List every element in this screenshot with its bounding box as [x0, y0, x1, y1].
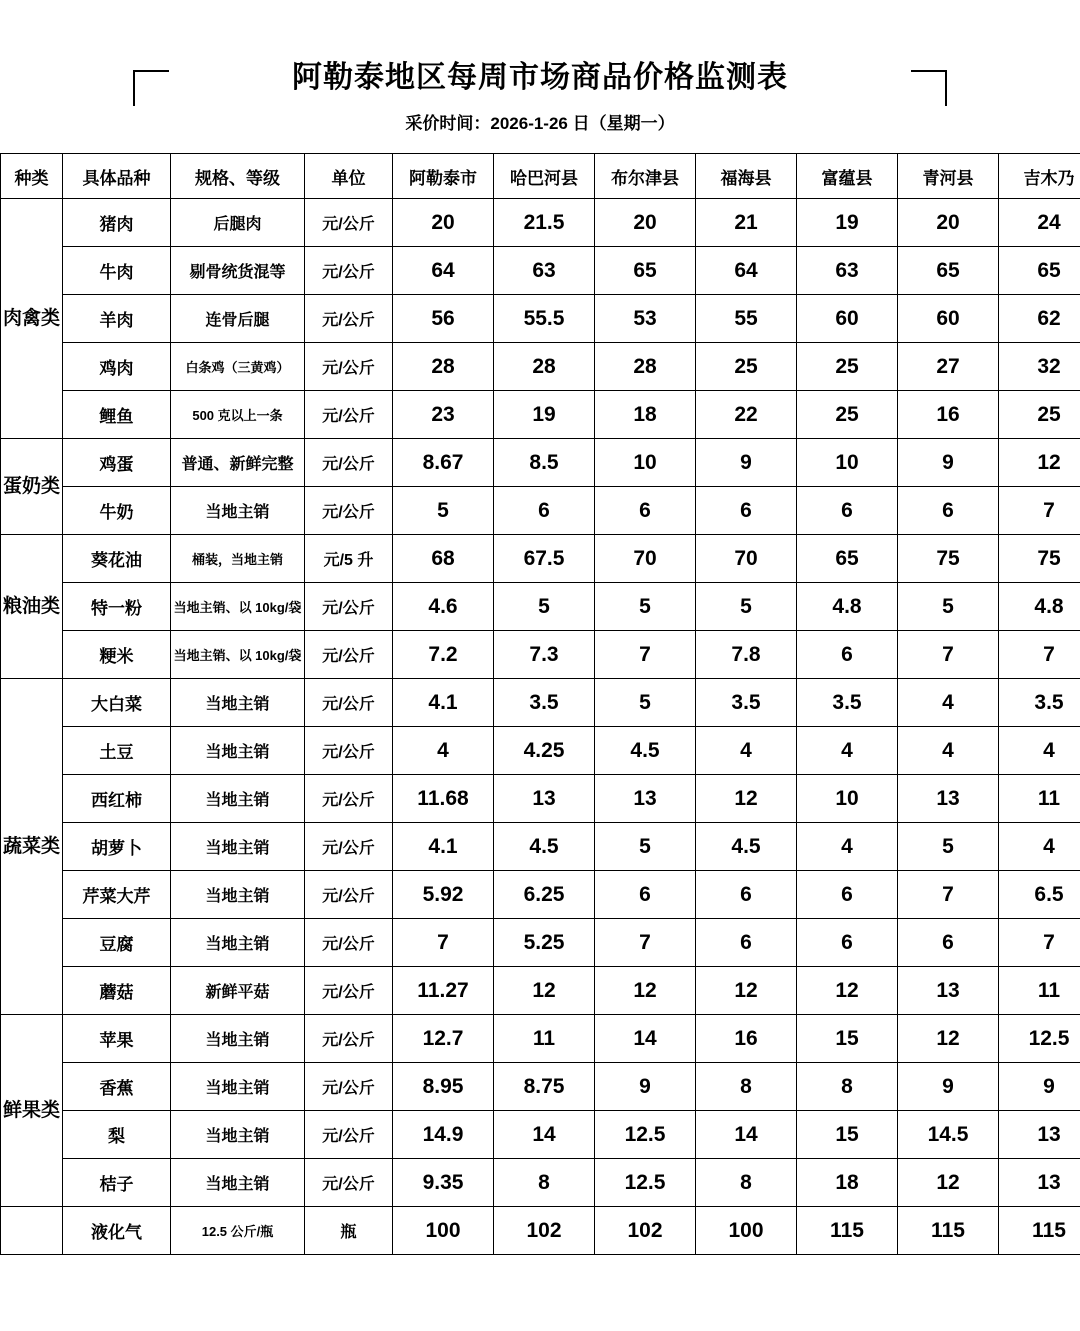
price-cell: 7	[999, 919, 1080, 967]
table-row	[1, 1207, 1080, 1255]
price-cell: 25	[696, 343, 797, 391]
price-cell: 9	[898, 439, 999, 487]
item-name-cell: 芹菜大芹	[63, 871, 171, 919]
unit-cell: 元/公斤	[305, 487, 393, 535]
item-name-cell: 鸡蛋	[63, 439, 171, 487]
price-cell: 60	[898, 295, 999, 343]
price-cell: 53	[595, 295, 696, 343]
spec-cell: 当地主销	[171, 919, 305, 967]
price-cell: 7.8	[696, 631, 797, 679]
table-header	[1, 154, 1080, 199]
item-name-cell: 梨	[63, 1111, 171, 1159]
price-cell: 115	[898, 1207, 999, 1255]
price-cell: 65	[595, 247, 696, 295]
price-cell: 7	[898, 631, 999, 679]
price-cell: 7.3	[494, 631, 595, 679]
price-cell: 4.25	[494, 727, 595, 775]
price-cell: 8	[696, 1063, 797, 1111]
price-cell: 13	[494, 775, 595, 823]
price-cell: 12.5	[595, 1111, 696, 1159]
price-cell: 18	[595, 391, 696, 439]
price-cell: 65	[898, 247, 999, 295]
price-cell: 12	[696, 775, 797, 823]
price-cell: 102	[595, 1207, 696, 1255]
price-cell: 56	[393, 295, 494, 343]
item-name-cell: 豆腐	[63, 919, 171, 967]
price-cell: 6.25	[494, 871, 595, 919]
unit-cell: 元/5 升	[305, 535, 393, 583]
spec-cell: 连骨后腿	[171, 295, 305, 343]
table-row	[1, 1063, 1080, 1111]
table-row	[1, 199, 1080, 247]
price-cell: 4.5	[494, 823, 595, 871]
spec-cell: 后腿肉	[171, 199, 305, 247]
price-cell: 7	[999, 487, 1080, 535]
price-cell: 14	[696, 1111, 797, 1159]
price-cell: 6	[494, 487, 595, 535]
price-cell: 64	[393, 247, 494, 295]
price-cell: 4.8	[999, 583, 1080, 631]
table-row	[1, 679, 1080, 727]
price-cell: 4	[898, 679, 999, 727]
price-cell: 9.35	[393, 1159, 494, 1207]
unit-cell: 元/公斤	[305, 343, 393, 391]
price-cell: 11.27	[393, 967, 494, 1015]
price-cell: 9	[595, 1063, 696, 1111]
item-name-cell: 羊肉	[63, 295, 171, 343]
price-cell: 4.8	[797, 583, 898, 631]
table-row	[1, 1015, 1080, 1063]
price-cell: 55.5	[494, 295, 595, 343]
unit-cell: 元/公斤	[305, 1015, 393, 1063]
price-cell: 25	[797, 391, 898, 439]
price-cell: 11	[494, 1015, 595, 1063]
item-name-cell: 胡萝卜	[63, 823, 171, 871]
price-cell: 10	[797, 439, 898, 487]
table-row	[1, 919, 1080, 967]
price-cell: 4	[999, 727, 1080, 775]
unit-cell: 元/公斤	[305, 631, 393, 679]
price-cell: 6	[696, 487, 797, 535]
unit-cell: 元/公斤	[305, 199, 393, 247]
spec-cell: 当地主销	[171, 823, 305, 871]
table-row	[1, 967, 1080, 1015]
item-name-cell: 猪肉	[63, 199, 171, 247]
column-header-4: 阿勒泰市	[393, 154, 494, 199]
page-subtitle: 采价时间：2026-1-26 日（星期一）	[0, 109, 1080, 134]
price-cell: 3.5	[494, 679, 595, 727]
spec-cell: 当地主销	[171, 727, 305, 775]
item-name-cell: 西红柿	[63, 775, 171, 823]
spec-cell: 当地主销	[171, 871, 305, 919]
price-cell: 14	[595, 1015, 696, 1063]
price-cell: 20	[595, 199, 696, 247]
price-cell: 6	[898, 487, 999, 535]
price-cell: 5	[595, 583, 696, 631]
unit-cell: 元/公斤	[305, 679, 393, 727]
price-cell: 62	[999, 295, 1080, 343]
unit-cell: 元/公斤	[305, 439, 393, 487]
price-cell: 63	[494, 247, 595, 295]
price-cell: 5	[393, 487, 494, 535]
price-cell: 64	[696, 247, 797, 295]
table-row	[1, 295, 1080, 343]
price-cell: 5.92	[393, 871, 494, 919]
item-name-cell: 蘑菇	[63, 967, 171, 1015]
table-row	[1, 727, 1080, 775]
price-cell: 21.5	[494, 199, 595, 247]
price-cell: 75	[999, 535, 1080, 583]
unit-cell: 元/公斤	[305, 823, 393, 871]
item-name-cell: 牛肉	[63, 247, 171, 295]
price-cell: 75	[898, 535, 999, 583]
price-cell: 6	[595, 487, 696, 535]
price-cell: 115	[999, 1207, 1080, 1255]
spec-cell: 新鲜平菇	[171, 967, 305, 1015]
spec-cell: 当地主销	[171, 775, 305, 823]
category-cell: 蛋奶类	[1, 439, 63, 535]
price-cell: 13	[999, 1111, 1080, 1159]
price-cell: 10	[595, 439, 696, 487]
price-cell: 12.5	[999, 1015, 1080, 1063]
price-cell: 9	[999, 1063, 1080, 1111]
price-cell: 3.5	[999, 679, 1080, 727]
table-row	[1, 871, 1080, 919]
unit-cell: 元/公斤	[305, 583, 393, 631]
column-header-3: 单位	[305, 154, 393, 199]
spec-cell: 当地主销	[171, 1159, 305, 1207]
price-cell: 8.5	[494, 439, 595, 487]
spec-cell: 普通、新鲜完整	[171, 439, 305, 487]
page-title: 阿勒泰地区每周市场商品价格监测表	[0, 52, 1080, 96]
spec-cell: 当地主销、以 10kg/袋	[171, 583, 305, 631]
price-cell: 12	[595, 967, 696, 1015]
price-cell: 4.1	[393, 679, 494, 727]
item-name-cell: 大白菜	[63, 679, 171, 727]
price-cell: 15	[797, 1111, 898, 1159]
item-name-cell: 土豆	[63, 727, 171, 775]
item-name-cell: 牛奶	[63, 487, 171, 535]
price-cell: 11	[999, 967, 1080, 1015]
item-name-cell: 桔子	[63, 1159, 171, 1207]
table-header-row	[1, 154, 1080, 199]
price-cell: 4	[898, 727, 999, 775]
document-page	[0, 52, 1080, 1331]
price-cell: 7	[393, 919, 494, 967]
category-cell: 蔬菜类	[1, 679, 63, 1015]
price-cell: 21	[696, 199, 797, 247]
price-cell: 60	[797, 295, 898, 343]
table-row	[1, 1111, 1080, 1159]
price-cell: 70	[696, 535, 797, 583]
price-cell: 20	[898, 199, 999, 247]
spec-cell: 12.5 公斤/瓶	[171, 1207, 305, 1255]
price-cell: 5	[696, 583, 797, 631]
spec-cell: 白条鸡（三黄鸡）	[171, 343, 305, 391]
price-cell: 5	[494, 583, 595, 631]
price-cell: 68	[393, 535, 494, 583]
price-cell: 115	[797, 1207, 898, 1255]
column-header-7: 福海县	[696, 154, 797, 199]
price-cell: 20	[393, 199, 494, 247]
price-cell: 9	[898, 1063, 999, 1111]
price-cell: 25	[797, 343, 898, 391]
table-row	[1, 775, 1080, 823]
price-cell: 28	[494, 343, 595, 391]
price-cell: 28	[595, 343, 696, 391]
unit-cell: 元/公斤	[305, 727, 393, 775]
price-cell: 4	[696, 727, 797, 775]
spec-cell: 当地主销、以 10kg/袋	[171, 631, 305, 679]
price-cell: 5	[595, 679, 696, 727]
price-cell: 7.2	[393, 631, 494, 679]
price-cell: 8	[494, 1159, 595, 1207]
price-cell: 65	[999, 247, 1080, 295]
spec-cell: 桶装，当地主销	[171, 535, 305, 583]
price-cell: 13	[999, 1159, 1080, 1207]
crop-mark-top-right	[911, 70, 947, 106]
price-cell: 6	[696, 919, 797, 967]
price-cell: 6.5	[999, 871, 1080, 919]
unit-cell: 元/公斤	[305, 295, 393, 343]
price-cell: 4	[393, 727, 494, 775]
spec-cell: 当地主销	[171, 1111, 305, 1159]
unit-cell: 元/公斤	[305, 1159, 393, 1207]
price-cell: 23	[393, 391, 494, 439]
unit-cell: 元/公斤	[305, 1063, 393, 1111]
price-cell: 6	[595, 871, 696, 919]
table-row	[1, 247, 1080, 295]
price-cell: 8.95	[393, 1063, 494, 1111]
price-cell: 28	[393, 343, 494, 391]
price-cell: 22	[696, 391, 797, 439]
column-header-2: 规格、等级	[171, 154, 305, 199]
price-cell: 4.1	[393, 823, 494, 871]
price-cell: 4	[999, 823, 1080, 871]
price-cell: 12	[494, 967, 595, 1015]
price-cell: 100	[696, 1207, 797, 1255]
table-row	[1, 535, 1080, 583]
price-cell: 7	[999, 631, 1080, 679]
spec-cell: 剔骨统货混等	[171, 247, 305, 295]
price-cell: 12	[696, 967, 797, 1015]
price-cell: 19	[797, 199, 898, 247]
item-name-cell: 特一粉	[63, 583, 171, 631]
column-header-10: 吉木乃	[999, 154, 1080, 199]
price-cell: 19	[494, 391, 595, 439]
item-name-cell: 葵花油	[63, 535, 171, 583]
price-cell: 14.5	[898, 1111, 999, 1159]
table-row	[1, 439, 1080, 487]
unit-cell: 元/公斤	[305, 391, 393, 439]
price-cell: 9	[696, 439, 797, 487]
table-row	[1, 391, 1080, 439]
price-cell: 6	[797, 919, 898, 967]
price-cell: 6	[898, 919, 999, 967]
price-cell: 5	[595, 823, 696, 871]
category-cell: 鲜果类	[1, 1015, 63, 1207]
price-cell: 6	[797, 487, 898, 535]
category-cell: 肉禽类	[1, 199, 63, 439]
price-cell: 5.25	[494, 919, 595, 967]
table-row	[1, 631, 1080, 679]
price-cell: 5	[898, 823, 999, 871]
price-cell: 3.5	[797, 679, 898, 727]
spec-cell: 500 克以上一条	[171, 391, 305, 439]
price-cell: 6	[797, 631, 898, 679]
unit-cell: 元/公斤	[305, 871, 393, 919]
category-cell: 粮油类	[1, 535, 63, 679]
table-row	[1, 343, 1080, 391]
spec-cell: 当地主销	[171, 487, 305, 535]
price-cell: 12	[898, 1015, 999, 1063]
price-cell: 27	[898, 343, 999, 391]
price-cell: 8.67	[393, 439, 494, 487]
price-cell: 100	[393, 1207, 494, 1255]
unit-cell: 元/公斤	[305, 775, 393, 823]
price-cell: 4.5	[595, 727, 696, 775]
price-cell: 13	[898, 775, 999, 823]
price-cell: 14	[494, 1111, 595, 1159]
price-cell: 13	[898, 967, 999, 1015]
table-body	[1, 199, 1080, 1255]
price-cell: 8	[696, 1159, 797, 1207]
item-name-cell: 苹果	[63, 1015, 171, 1063]
price-cell: 13	[595, 775, 696, 823]
column-header-8: 富蕴县	[797, 154, 898, 199]
column-header-5: 哈巴河县	[494, 154, 595, 199]
column-header-6: 布尔津县	[595, 154, 696, 199]
price-cell: 7	[595, 631, 696, 679]
item-name-cell: 香蕉	[63, 1063, 171, 1111]
unit-cell: 元/公斤	[305, 247, 393, 295]
unit-cell: 元/公斤	[305, 1111, 393, 1159]
price-cell: 12	[999, 439, 1080, 487]
column-header-9: 青河县	[898, 154, 999, 199]
price-cell: 8	[797, 1063, 898, 1111]
price-cell: 63	[797, 247, 898, 295]
price-cell: 4	[797, 727, 898, 775]
item-name-cell: 鲤鱼	[63, 391, 171, 439]
price-cell: 70	[595, 535, 696, 583]
price-cell: 25	[999, 391, 1080, 439]
price-cell: 12	[898, 1159, 999, 1207]
unit-cell: 元/公斤	[305, 967, 393, 1015]
category-cell	[1, 1207, 63, 1255]
item-name-cell: 液化气	[63, 1207, 171, 1255]
column-header-1: 具体品种	[63, 154, 171, 199]
spec-cell: 当地主销	[171, 1015, 305, 1063]
price-cell: 11	[999, 775, 1080, 823]
item-name-cell: 粳米	[63, 631, 171, 679]
price-cell: 55	[696, 295, 797, 343]
price-cell: 7	[595, 919, 696, 967]
crop-mark-top-left	[133, 70, 169, 106]
price-cell: 4.6	[393, 583, 494, 631]
price-cell: 12.7	[393, 1015, 494, 1063]
price-cell: 102	[494, 1207, 595, 1255]
item-name-cell: 鸡肉	[63, 343, 171, 391]
price-cell: 12.5	[595, 1159, 696, 1207]
price-cell: 14.9	[393, 1111, 494, 1159]
price-cell: 6	[797, 871, 898, 919]
price-cell: 4.5	[696, 823, 797, 871]
price-cell: 3.5	[696, 679, 797, 727]
price-cell: 5	[898, 583, 999, 631]
price-cell: 32	[999, 343, 1080, 391]
table-row	[1, 487, 1080, 535]
table-row	[1, 583, 1080, 631]
price-cell: 6	[696, 871, 797, 919]
price-cell: 16	[696, 1015, 797, 1063]
price-cell: 18	[797, 1159, 898, 1207]
price-table	[0, 153, 1080, 1255]
price-cell: 15	[797, 1015, 898, 1063]
table-row	[1, 823, 1080, 871]
price-cell: 24	[999, 199, 1080, 247]
price-cell: 7	[898, 871, 999, 919]
spec-cell: 当地主销	[171, 1063, 305, 1111]
unit-cell: 元/公斤	[305, 919, 393, 967]
spec-cell: 当地主销	[171, 679, 305, 727]
price-cell: 10	[797, 775, 898, 823]
column-header-0: 种类	[1, 154, 63, 199]
price-cell: 65	[797, 535, 898, 583]
unit-cell: 瓶	[305, 1207, 393, 1255]
price-cell: 12	[797, 967, 898, 1015]
price-cell: 8.75	[494, 1063, 595, 1111]
price-cell: 16	[898, 391, 999, 439]
price-cell: 67.5	[494, 535, 595, 583]
table-row	[1, 1159, 1080, 1207]
price-cell: 11.68	[393, 775, 494, 823]
price-cell: 4	[797, 823, 898, 871]
